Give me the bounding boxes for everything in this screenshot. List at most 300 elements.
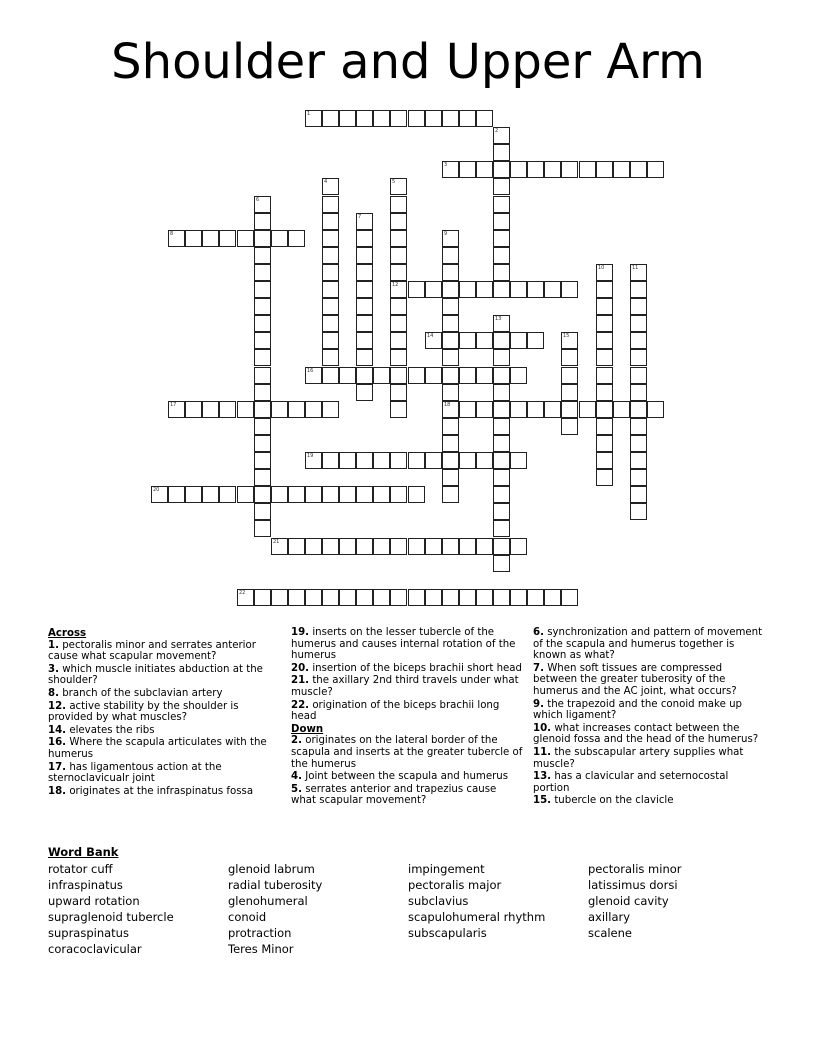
grid-cell[interactable] (254, 332, 271, 349)
grid-cell[interactable] (493, 538, 510, 555)
grid-cell[interactable] (596, 418, 613, 435)
grid-cell[interactable] (459, 110, 476, 127)
word-bank-item: pectoralis major (408, 878, 502, 892)
grid-cell[interactable] (254, 264, 271, 281)
grid-cell[interactable] (596, 332, 613, 349)
grid-cell[interactable] (168, 230, 185, 247)
grid-cell[interactable] (339, 589, 356, 606)
clue-item-number: 12. (48, 700, 67, 712)
grid-cell[interactable] (442, 367, 459, 384)
grid-cell[interactable] (237, 401, 254, 418)
grid-cell[interactable] (356, 281, 373, 298)
clue-number: 14 (427, 333, 434, 339)
grid-cell[interactable] (476, 452, 493, 469)
grid-cell[interactable] (202, 486, 219, 503)
grid-cell[interactable] (442, 247, 459, 264)
grid-cell[interactable] (442, 401, 459, 418)
grid-cell[interactable] (339, 367, 356, 384)
grid-cell[interactable] (630, 281, 647, 298)
grid-cell[interactable] (168, 486, 185, 503)
grid-cell[interactable] (459, 538, 476, 555)
grid-cell[interactable] (527, 161, 544, 178)
grid-cell[interactable] (561, 401, 578, 418)
grid-cell[interactable] (425, 589, 442, 606)
grid-cell[interactable] (493, 555, 510, 572)
grid-cell[interactable] (476, 281, 493, 298)
grid-cell[interactable] (527, 281, 544, 298)
grid-cell[interactable] (185, 486, 202, 503)
grid-cell[interactable] (254, 281, 271, 298)
grid-cell[interactable] (493, 247, 510, 264)
grid-cell[interactable] (527, 589, 544, 606)
grid-cell[interactable] (254, 401, 271, 418)
grid-cell[interactable] (630, 486, 647, 503)
grid-cell[interactable] (356, 384, 373, 401)
grid-cell[interactable] (544, 589, 561, 606)
grid-cell[interactable] (493, 213, 510, 230)
grid-cell[interactable] (322, 230, 339, 247)
grid-cell[interactable] (493, 196, 510, 213)
grid-cell[interactable] (493, 384, 510, 401)
grid-cell[interactable] (356, 367, 373, 384)
grid-cell[interactable] (219, 401, 236, 418)
grid-cell[interactable] (442, 435, 459, 452)
grid-cell[interactable] (254, 298, 271, 315)
grid-cell[interactable] (254, 384, 271, 401)
grid-cell[interactable] (476, 161, 493, 178)
grid-cell[interactable] (288, 401, 305, 418)
grid-cell[interactable] (596, 281, 613, 298)
grid-cell[interactable] (596, 161, 613, 178)
word-bank-column-2 (228, 861, 322, 957)
grid-cell[interactable] (254, 367, 271, 384)
grid-cell[interactable] (237, 486, 254, 503)
grid-cell[interactable] (442, 230, 459, 247)
grid-cell[interactable] (596, 264, 613, 281)
grid-cell[interactable] (579, 401, 596, 418)
grid-cell[interactable] (630, 452, 647, 469)
grid-cell[interactable] (493, 418, 510, 435)
grid-cell[interactable] (373, 589, 390, 606)
grid-cell[interactable] (493, 349, 510, 366)
grid-cell[interactable] (493, 178, 510, 195)
grid-cell[interactable] (442, 589, 459, 606)
grid-cell[interactable] (356, 349, 373, 366)
grid-cell[interactable] (305, 401, 322, 418)
grid-cell[interactable] (510, 401, 527, 418)
grid-cell[interactable] (408, 538, 425, 555)
grid-cell[interactable] (493, 367, 510, 384)
grid-cell[interactable] (630, 332, 647, 349)
grid-cell[interactable] (510, 332, 527, 349)
grid-cell[interactable] (202, 401, 219, 418)
grid-cell[interactable] (561, 384, 578, 401)
grid-cell[interactable] (630, 367, 647, 384)
grid-cell[interactable] (322, 110, 339, 127)
grid-cell[interactable] (237, 230, 254, 247)
grid-cell[interactable] (630, 264, 647, 281)
word-bank-column-3 (408, 861, 545, 941)
grid-cell[interactable] (390, 178, 407, 195)
grid-cell[interactable] (425, 281, 442, 298)
grid-cell[interactable] (459, 332, 476, 349)
word-bank-item: pectoralis minor (588, 862, 682, 876)
grid-cell[interactable] (493, 264, 510, 281)
grid-cell[interactable] (630, 384, 647, 401)
grid-cell[interactable] (271, 589, 288, 606)
grid-cell[interactable] (271, 401, 288, 418)
grid-cell[interactable] (596, 435, 613, 452)
grid-cell[interactable] (202, 230, 219, 247)
grid-cell[interactable] (442, 281, 459, 298)
grid-cell[interactable] (561, 332, 578, 349)
grid-cell[interactable] (408, 110, 425, 127)
word-bank-item: axillary (588, 910, 631, 924)
grid-cell[interactable] (356, 452, 373, 469)
grid-cell[interactable] (356, 213, 373, 230)
grid-cell[interactable] (493, 315, 510, 332)
grid-cell[interactable] (647, 161, 664, 178)
grid-cell[interactable] (254, 503, 271, 520)
grid-cell[interactable] (493, 127, 510, 144)
word-bank-column-4 (588, 861, 682, 941)
grid-cell[interactable] (254, 520, 271, 537)
grid-cell[interactable] (630, 161, 647, 178)
clue-item-number: 19. (291, 627, 310, 638)
grid-cell[interactable] (356, 332, 373, 349)
grid-cell[interactable] (510, 538, 527, 555)
grid-cell[interactable] (613, 401, 630, 418)
grid-cell[interactable] (596, 469, 613, 486)
grid-cell[interactable] (339, 538, 356, 555)
clue-number: 4 (324, 179, 328, 185)
grid-cell[interactable] (322, 315, 339, 332)
grid-cell[interactable] (185, 230, 202, 247)
grid-cell[interactable] (493, 401, 510, 418)
grid-cell[interactable] (613, 161, 630, 178)
clues-column-3 (533, 627, 765, 808)
grid-cell[interactable] (322, 401, 339, 418)
grid-cell[interactable] (442, 161, 459, 178)
clue-item (48, 664, 276, 687)
grid-cell[interactable] (630, 435, 647, 452)
grid-cell[interactable] (408, 486, 425, 503)
grid-cell[interactable] (442, 452, 459, 469)
grid-cell[interactable] (630, 298, 647, 315)
grid-cell[interactable] (322, 247, 339, 264)
grid-cell[interactable] (254, 247, 271, 264)
grid-cell[interactable] (373, 486, 390, 503)
grid-cell[interactable] (561, 367, 578, 384)
clue-item-text: Joint between the scapula and humerus (305, 771, 509, 783)
grid-cell[interactable] (373, 452, 390, 469)
clue-item-text: branch of the subclavian artery (62, 687, 223, 699)
grid-cell[interactable] (305, 110, 322, 127)
clue-item-number: 14. (48, 724, 67, 736)
grid-cell[interactable] (630, 469, 647, 486)
grid-cell[interactable] (442, 332, 459, 349)
grid-cell[interactable] (408, 367, 425, 384)
clue-number: 21 (273, 539, 280, 545)
clue-number: 22 (239, 590, 246, 596)
word-bank-item: scalene (588, 926, 632, 940)
grid-cell[interactable] (390, 367, 407, 384)
grid-cell[interactable] (510, 161, 527, 178)
grid-cell[interactable] (493, 503, 510, 520)
grid-cell[interactable] (442, 469, 459, 486)
grid-cell[interactable] (561, 281, 578, 298)
grid-cell[interactable] (322, 367, 339, 384)
grid-cell[interactable] (219, 486, 236, 503)
grid-cell[interactable] (425, 538, 442, 555)
grid-cell[interactable] (493, 161, 510, 178)
grid-cell[interactable] (356, 264, 373, 281)
grid-cell[interactable] (493, 469, 510, 486)
grid-cell[interactable] (322, 264, 339, 281)
grid-cell[interactable] (510, 452, 527, 469)
grid-cell[interactable] (271, 538, 288, 555)
grid-cell[interactable] (390, 298, 407, 315)
clue-item (48, 762, 276, 785)
grid-cell[interactable] (390, 401, 407, 418)
grid-cell[interactable] (288, 589, 305, 606)
grid-cell[interactable] (442, 298, 459, 315)
grid-cell[interactable] (596, 367, 613, 384)
grid-cell[interactable] (322, 332, 339, 349)
grid-cell[interactable] (647, 401, 664, 418)
grid-cell[interactable] (459, 161, 476, 178)
grid-cell[interactable] (322, 589, 339, 606)
grid-cell[interactable] (459, 401, 476, 418)
grid-cell[interactable] (425, 110, 442, 127)
grid-cell[interactable] (493, 144, 510, 161)
across-header: Across (48, 628, 87, 639)
grid-cell[interactable] (356, 589, 373, 606)
grid-cell[interactable] (373, 367, 390, 384)
grid-cell[interactable] (442, 384, 459, 401)
grid-cell[interactable] (305, 486, 322, 503)
grid-cell[interactable] (305, 538, 322, 555)
grid-cell[interactable] (254, 315, 271, 332)
grid-cell[interactable] (390, 332, 407, 349)
grid-cell[interactable] (390, 538, 407, 555)
grid-cell[interactable] (390, 589, 407, 606)
grid-cell[interactable] (356, 486, 373, 503)
grid-cell[interactable] (630, 503, 647, 520)
grid-cell[interactable] (630, 349, 647, 366)
clue-number: 20 (153, 487, 160, 493)
word-bank-title: Word Bank (48, 845, 119, 859)
clue-item-text: active stability by the shoulder is provided by what muscles? (48, 700, 239, 724)
grid-cell[interactable] (322, 196, 339, 213)
grid-cell[interactable] (442, 264, 459, 281)
clue-item (291, 735, 523, 770)
grid-cell[interactable] (373, 538, 390, 555)
grid-cell[interactable] (237, 589, 254, 606)
grid-cell[interactable] (168, 401, 185, 418)
grid-cell[interactable] (493, 452, 510, 469)
grid-cell[interactable] (510, 367, 527, 384)
grid-cell[interactable] (390, 110, 407, 127)
grid-cell[interactable] (459, 281, 476, 298)
grid-cell[interactable] (561, 161, 578, 178)
grid-cell[interactable] (442, 110, 459, 127)
grid-cell[interactable] (596, 401, 613, 418)
grid-cell[interactable] (390, 196, 407, 213)
grid-cell[interactable] (579, 161, 596, 178)
grid-cell[interactable] (442, 486, 459, 503)
clue-item (291, 771, 523, 783)
grid-cell[interactable] (442, 349, 459, 366)
grid-cell[interactable] (630, 418, 647, 435)
grid-cell[interactable] (356, 538, 373, 555)
grid-cell[interactable] (390, 230, 407, 247)
clue-item-number: 13. (533, 771, 552, 783)
grid-cell[interactable] (390, 247, 407, 264)
grid-cell[interactable] (527, 401, 544, 418)
grid-cell[interactable] (527, 332, 544, 349)
grid-cell[interactable] (493, 332, 510, 349)
grid-cell[interactable] (322, 486, 339, 503)
grid-cell[interactable] (151, 486, 168, 503)
grid-cell[interactable] (356, 315, 373, 332)
grid-cell[interactable] (544, 401, 561, 418)
grid-cell[interactable] (390, 349, 407, 366)
grid-cell[interactable] (339, 486, 356, 503)
grid-cell[interactable] (561, 418, 578, 435)
grid-cell[interactable] (339, 452, 356, 469)
grid-cell[interactable] (305, 367, 322, 384)
grid-cell[interactable] (322, 538, 339, 555)
grid-cell[interactable] (390, 486, 407, 503)
grid-cell[interactable] (510, 281, 527, 298)
grid-cell[interactable] (322, 349, 339, 366)
grid-cell[interactable] (305, 589, 322, 606)
grid-cell[interactable] (493, 486, 510, 503)
grid-cell[interactable] (356, 247, 373, 264)
grid-cell[interactable] (493, 230, 510, 247)
grid-cell[interactable] (476, 538, 493, 555)
clue-item-text: tubercle on the clavicle (554, 795, 674, 807)
grid-cell[interactable] (493, 520, 510, 537)
grid-cell[interactable] (254, 196, 271, 213)
grid-cell[interactable] (254, 435, 271, 452)
grid-cell[interactable] (390, 281, 407, 298)
grid-cell[interactable] (390, 384, 407, 401)
grid-cell[interactable] (596, 298, 613, 315)
grid-cell[interactable] (288, 230, 305, 247)
grid-cell[interactable] (459, 589, 476, 606)
grid-cell[interactable] (288, 486, 305, 503)
grid-cell[interactable] (254, 418, 271, 435)
clue-item-text: has a clavicular and seternocostal portion (533, 771, 729, 794)
grid-cell[interactable] (322, 298, 339, 315)
grid-cell[interactable] (476, 367, 493, 384)
grid-cell[interactable] (561, 589, 578, 606)
word-bank-item: subscapularis (408, 926, 487, 940)
grid-cell[interactable] (442, 315, 459, 332)
grid-cell[interactable] (322, 178, 339, 195)
clue-number: 13 (495, 316, 502, 322)
grid-cell[interactable] (425, 367, 442, 384)
grid-cell[interactable] (254, 486, 271, 503)
grid-cell[interactable] (476, 589, 493, 606)
grid-cell[interactable] (561, 349, 578, 366)
clue-item-number: 16. (48, 737, 67, 749)
grid-cell[interactable] (408, 281, 425, 298)
word-bank-item: upward rotation (48, 894, 140, 908)
grid-cell[interactable] (425, 452, 442, 469)
clue-item-number: 3. (48, 663, 59, 675)
clue-item-text: synchronization and pattern of movement of the scapula and humerus together is known as what? (533, 627, 763, 662)
grid-cell[interactable] (390, 315, 407, 332)
grid-cell[interactable] (476, 401, 493, 418)
grid-cell[interactable] (596, 384, 613, 401)
grid-cell[interactable] (408, 452, 425, 469)
grid-cell[interactable] (185, 401, 202, 418)
grid-cell[interactable] (322, 281, 339, 298)
grid-cell[interactable] (305, 452, 322, 469)
grid-cell[interactable] (596, 315, 613, 332)
clue-item-text: Where the scapula articulates with the humerus (48, 737, 267, 760)
grid-cell[interactable] (322, 452, 339, 469)
grid-cell[interactable] (219, 230, 236, 247)
grid-cell[interactable] (356, 298, 373, 315)
grid-cell[interactable] (254, 230, 271, 247)
grid-cell[interactable] (408, 589, 425, 606)
grid-cell[interactable] (442, 418, 459, 435)
grid-cell[interactable] (373, 110, 390, 127)
down-header: Down (291, 723, 324, 735)
grid-cell[interactable] (493, 435, 510, 452)
grid-cell[interactable] (442, 538, 459, 555)
grid-cell[interactable] (493, 281, 510, 298)
grid-cell[interactable] (254, 213, 271, 230)
grid-cell[interactable] (596, 452, 613, 469)
grid-cell[interactable] (254, 589, 271, 606)
grid-cell[interactable] (254, 349, 271, 366)
grid-cell[interactable] (390, 264, 407, 281)
grid-cell[interactable] (322, 213, 339, 230)
grid-cell[interactable] (493, 589, 510, 606)
grid-cell[interactable] (254, 452, 271, 469)
grid-cell[interactable] (459, 367, 476, 384)
grid-cell[interactable] (254, 469, 271, 486)
clue-number: 16 (307, 368, 314, 374)
grid-cell[interactable] (271, 486, 288, 503)
grid-cell[interactable] (630, 401, 647, 418)
grid-cell[interactable] (630, 315, 647, 332)
grid-cell[interactable] (390, 213, 407, 230)
grid-cell[interactable] (356, 110, 373, 127)
grid-cell[interactable] (459, 452, 476, 469)
clue-number: 3 (444, 162, 448, 168)
grid-cell[interactable] (476, 110, 493, 127)
grid-cell[interactable] (288, 538, 305, 555)
grid-cell[interactable] (390, 452, 407, 469)
grid-cell[interactable] (476, 332, 493, 349)
grid-cell[interactable] (596, 349, 613, 366)
grid-cell[interactable] (544, 161, 561, 178)
grid-cell[interactable] (544, 281, 561, 298)
grid-cell[interactable] (339, 110, 356, 127)
clue-item-number: 5. (291, 783, 302, 795)
grid-cell[interactable] (356, 230, 373, 247)
grid-cell[interactable] (271, 230, 288, 247)
grid-cell[interactable] (510, 589, 527, 606)
grid-cell[interactable] (425, 332, 442, 349)
clue-item (533, 723, 765, 746)
